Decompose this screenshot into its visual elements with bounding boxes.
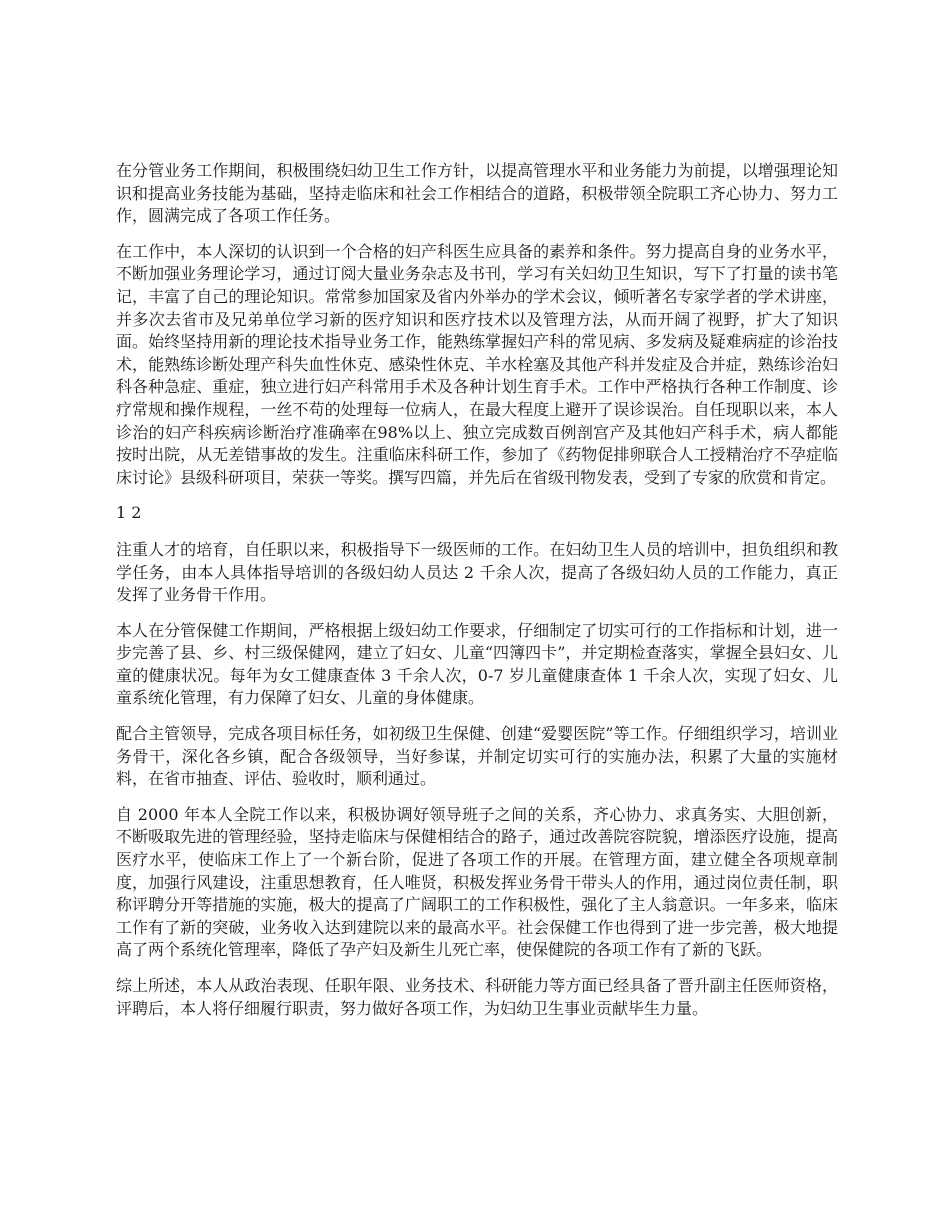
paragraph-cooperation-tasks: 配合主管领导，完成各项目标任务，如初级卫生保健、创建“爱婴医院”等工作。仔细组织学习，培训业务骨干，深化各乡镇，配合各级领导，当好参谋，并制定切实可行的实施办法，积累了大量的实施材料，在省市抽查、评估、验收时，顺利通过。 [116,724,838,789]
paragraph-hospital-management: 自 2000 年本人全院工作以来，积极协调好领导班子之间的关系，齐心协力、求真务实、大胆创新，不断吸取先进的管理经验，坚持走临床与保健相结合的路子，通过改善院容院貌，增添医疗设施，提高医疗水平，使临床工作上了一个新台阶，促进了各项工作的开展。在管理方面，建立健全各项规章制度，加强行风建设，注重思想教育，任人唯贤，积极发挥业务骨干带头人的作用，通过岗位责任制，职称评聘分开等措施的实施，极大的提高了广阔职工的工作积极性，强化了主人翁意识。一年多来，临床工作有了新的突破，业务收入达到建院以来的最高水平。社会保健工作也得到了进一步完善，极大地提高了两个系统化管理率，降低了孕产妇及新生儿死亡率，使保健院的各项工作有了新的飞跃。 [116,804,838,960]
paragraph-management-work: 在分管业务工作期间，积极围绕妇幼卫生工作方针，以提高管理水平和业务能力为前提，以增强理论知识和提高业务技能为基础，坚持走临床和社会工作相结合的道路，积极带领全院职工齐心协力、努力工作，圆满完成了各项工作任务。 [116,161,838,226]
paragraph-summary: 综上所述，本人从政治表现、任职年限、业务技术、科研能力等方面已经具备了晋升副主任医师资格，评聘后，本人将仔细履行职责，努力做好各项工作，为妇幼卫生事业贡献毕生力量。 [116,976,838,1018]
section-marker: 1 2 [116,503,142,523]
document-body [116,160,838,1033]
paragraph-clinical-work: 在工作中，本人深切的认识到一个合格的妇产科医生应具备的素养和条件。努力提高自身的业务水平，不断加强业务理论学习，通过订阅大量业务杂志及书刊，学习有关妇幼卫生知识，写下了打量的读书笔记，丰富了自己的理论知识。常常参加国家及省内外举办的学术会议，倾听著名专家学者的学术讲座，并多次去省市及兄弟单位学习新的医疗知识和医疗技术以及管理方法，从而开阔了视野，扩大了知识面。始终坚持用新的理论技术指导业务工作，能熟练掌握妇产科的常见病、多发病及疑难病症的诊治技术，能熟练诊断处理产科失血性休克、感染性休克、羊水栓塞及其他产科并发症及合并症，熟练诊治妇科各种急症、重症，独立进行妇产科常用手术及各种计划生育手术。工作中严格执行各种工作制度、诊疗常规和操作规程，一丝不苟的处理每一位病人，在最大程度上避开了误诊误治。自任现职以来，本人诊治的妇产科疾病诊断治疗准确率在98%以上、独立完成数百例剖宫产及其他妇产科手术，病人都能按时出院，从无差错事故的发生。注重临床科研工作，参加了《药物促排卵联合人工授精治疗不孕症临床讨论》县级科研项目，荣获一等奖。撰写四篇，并先后在省级刊物发表，受到了专家的欣赏和肯定。 [116,241,838,487]
paragraph-health-care-work: 本人在分管保健工作期间，严格根据上级妇幼工作要求，仔细制定了切实可行的工作指标和计划，进一步完善了县、乡、村三级保健网，建立了妇女、儿童“四簿四卡”，并定期检查落实，掌握全县妇女、儿童的健康状况。每年为女工健康查体 3 千余人次，0-7 岁儿童健康查体 1 千余人次，实现了妇女、儿童系统化管理，有力保障了妇女、儿童的身体健康。 [116,620,838,708]
paragraph-talent-training: 注重人才的培育，自任职以来，积极指导下一级医师的工作。在妇幼卫生人员的培训中，担负组织和教学任务，由本人具体指导培训的各级妇幼人员达 2 千余人次，提高了各级妇幼人员的工作能力，真正发挥了业务骨干作用。 [116,539,838,605]
